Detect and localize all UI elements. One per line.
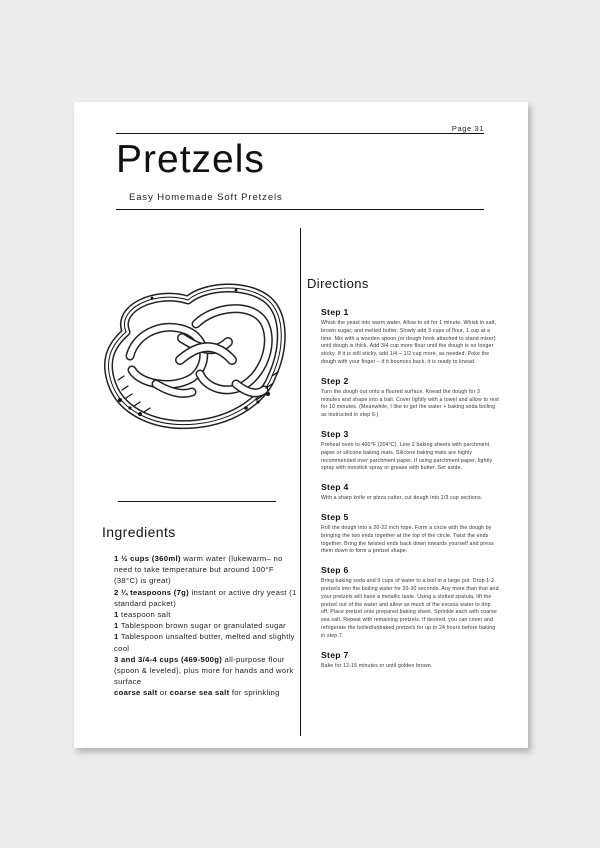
direction-step — [321, 429, 499, 473]
direction-step — [321, 650, 499, 671]
recipe-page — [74, 102, 528, 748]
step-text: Bake for 12-15 minutes or until golden brown. — [321, 662, 433, 669]
directions-list — [321, 307, 499, 679]
step-title: Step 3 — [321, 428, 349, 439]
header-divider — [116, 209, 484, 210]
ingredient-item: 1 ½ cups (360ml) warm water (lukewarm– no need to take temperature but around 100°F (38°C) is great) — [114, 554, 283, 586]
ingredient-item: 1 teaspoon salt — [114, 610, 171, 620]
pretzel-icon — [96, 280, 288, 432]
column-divider — [300, 228, 301, 736]
ingredients-list — [114, 553, 299, 699]
direction-step — [321, 307, 499, 367]
step-title: Step 5 — [321, 511, 349, 522]
step-text: Turn the dough out onto a floured surface. Knead the dough for 3 minutes and shape into a ball. Cover lightly with a towel and allow to rest for 10 minutes. (Meanwhile, I like to get the water + baking soda boiling as instructed in step 6.) — [321, 388, 499, 419]
step-title: Step 2 — [321, 375, 349, 386]
direction-step — [321, 482, 499, 503]
page-subtitle: Easy Homemade Soft Pretzels — [129, 192, 283, 203]
ingredient-item: coarse salt or coarse sea salt for sprinkling — [114, 688, 280, 698]
page-number: Page 31 — [451, 124, 484, 133]
step-text: Whisk the yeast into warm water. Allow to sit for 1 minute. Whisk in salt, brown sugar, and melted butter. Slowly add 3 cups of flour, 1 cup at a time. Mix with a wooden spoon (or dough hook attached to stand mixer) until dough is thick. Add 3/4 cup more flour until the dough is no longer sticky. If it is still sticky, add 1/4 – 1/2 cup more, as needed. Poke the dough with your finger – if it bounces back, it is ready to knead. — [321, 320, 497, 365]
directions-heading: Directions — [307, 276, 369, 291]
step-title: Step 4 — [321, 482, 349, 493]
ingredients-heading: Ingredients — [102, 524, 176, 540]
ingredient-item: 3 and 3/4-4 cups (469-500g) all-purpose flour (spoon & leveled), plus more for hands and work surface — [114, 654, 294, 687]
top-divider — [116, 133, 484, 134]
step-text: Bring baking soda and 9 cups of water to a boil in a large pot. Drop 1-2 pretzels into the boiling water for 20-30 seconds. Any more than that and your pretzels will have a metallic taste. Using a slotted spatula, lift the pretzel out of the water and allow as much of the excess water to drip off. Place pretzel onto prepared baking sheet. Sprinkle each with coarse sea salt. Repeat with remaining pretzels. If desired, you can cover and refrigerate the boiled/unbaked pretzels for up to 24 hours before baking in step 7. — [321, 578, 499, 639]
page-title: Pretzels — [116, 138, 265, 181]
ingredients-divider — [118, 501, 276, 502]
step-title: Step 1 — [321, 307, 349, 317]
direction-step — [321, 376, 499, 420]
ingredient-item: 1 Tablespoon brown sugar or granulated sugar — [114, 621, 287, 631]
step-text: Roll the dough into a 20-22 inch rope. Form a circle with the dough by bringing the two ends together at the top of the circle. Twist the ends together. Bring the twisted ends back down towards yourself and press them down to form a pretzel shape. — [321, 524, 494, 555]
ingredient-item: 1 Tablespoon unsalted butter, melted and slightly cool — [114, 632, 295, 653]
direction-step — [321, 512, 499, 556]
step-text: With a sharp knife or pizza cutter, cut dough into 1/3 cup sections. — [321, 495, 483, 502]
direction-step — [321, 565, 499, 640]
step-text: Preheat oven to 400°F (204°C). Line 2 baking sheets with parchment paper or silicone baking mats. Silicone baking mats are highly recommended over parchment paper. If using parchment paper, lightly spray with nonstick spray or grease with butter. Set aside. — [321, 441, 493, 472]
step-title: Step 7 — [321, 649, 349, 660]
ingredient-item: 2 ¼ teaspoons (7g) instant or active dry yeast (1 standard packet) — [114, 587, 297, 608]
step-title: Step 6 — [321, 565, 349, 576]
